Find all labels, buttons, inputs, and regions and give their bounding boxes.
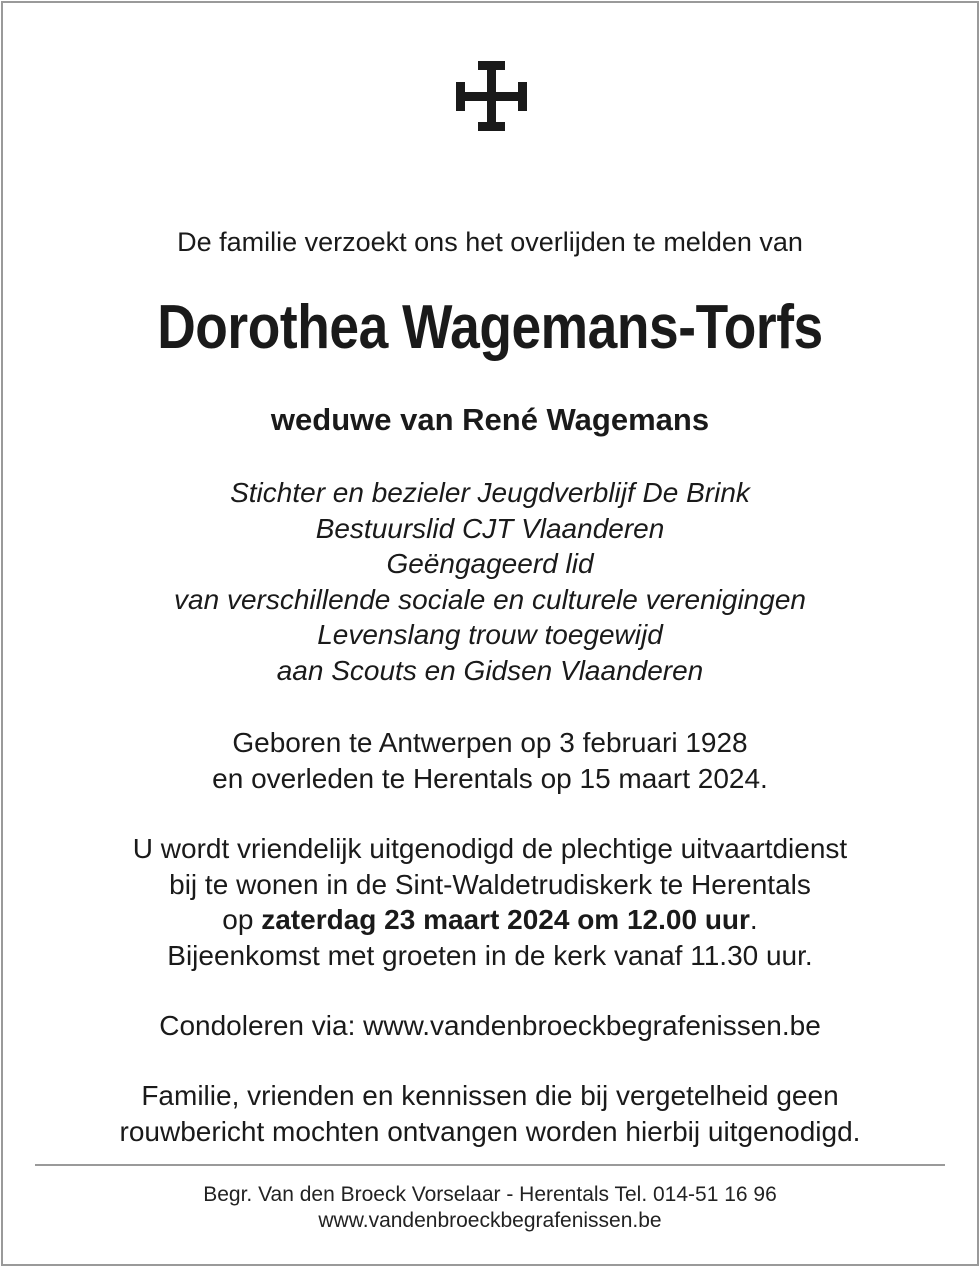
condolences-text: Condoleren via: www.vandenbroeckbegrafenissen.be xyxy=(159,1010,821,1041)
footer-website: www.vandenbroeckbegrafenissen.be xyxy=(318,1209,662,1232)
invitation-line-1: Familie, vrienden en kennissen die bij vergetelheid geen xyxy=(141,1080,839,1111)
service-line-1: U wordt vriendelijk uitgenodigd de plechtige uitvaartdienst xyxy=(132,833,848,864)
service-line-3 xyxy=(0,902,980,938)
service-date: zaterdag 23 maart 2024 om 12.00 uur xyxy=(261,904,750,935)
role-line: van verschillende sociale en culturele verenigingen xyxy=(174,583,806,615)
role-line: Geëngageerd lid xyxy=(386,548,594,579)
role-line: Stichter en bezieler Jeugdverblijf De Brink xyxy=(230,477,750,508)
funeral-service xyxy=(0,831,980,973)
birth-line: Geboren te Antwerpen op 3 februari 1928 xyxy=(232,727,748,758)
death-line: en overleden te Herentals op 15 maart 2024. xyxy=(212,762,768,794)
deceased-name: Dorothea Wagemans-Torfs xyxy=(157,293,823,362)
footer-divider xyxy=(35,1164,945,1166)
service-line-4: Bijeenkomst met groeten in de kerk vanaf 11.30 uur. xyxy=(167,939,813,971)
spouse-line: weduwe van René Wagemans xyxy=(270,402,710,437)
service-line-2: bij te wonen in de Sint-Waldetrudiskerk te Herentals xyxy=(169,868,811,900)
role-line: Levenslang trouw toegewijd xyxy=(317,619,663,650)
role-line: aan Scouts en Gidsen Vlaanderen xyxy=(276,654,704,686)
service-date-suffix: . xyxy=(749,904,758,935)
invitation xyxy=(0,1078,980,1149)
footer-contact: Begr. Van den Broeck Vorselaar - Herentals Tel. 014-51 16 96 xyxy=(203,1183,777,1206)
cross-potent-icon xyxy=(456,61,527,131)
invitation-line-2: rouwbericht mochten ontvangen worden hierbij uitgenodigd. xyxy=(119,1115,861,1147)
intro-text: De familie verzoekt ons het overlijden te melden van xyxy=(177,227,803,257)
funeral-home-footer xyxy=(0,1182,980,1234)
life-dates xyxy=(0,725,980,796)
role-line: Bestuurslid CJT Vlaanderen xyxy=(315,512,665,544)
condolences xyxy=(0,1008,980,1044)
roles-list xyxy=(0,475,980,688)
service-date-prefix: op xyxy=(222,904,262,935)
